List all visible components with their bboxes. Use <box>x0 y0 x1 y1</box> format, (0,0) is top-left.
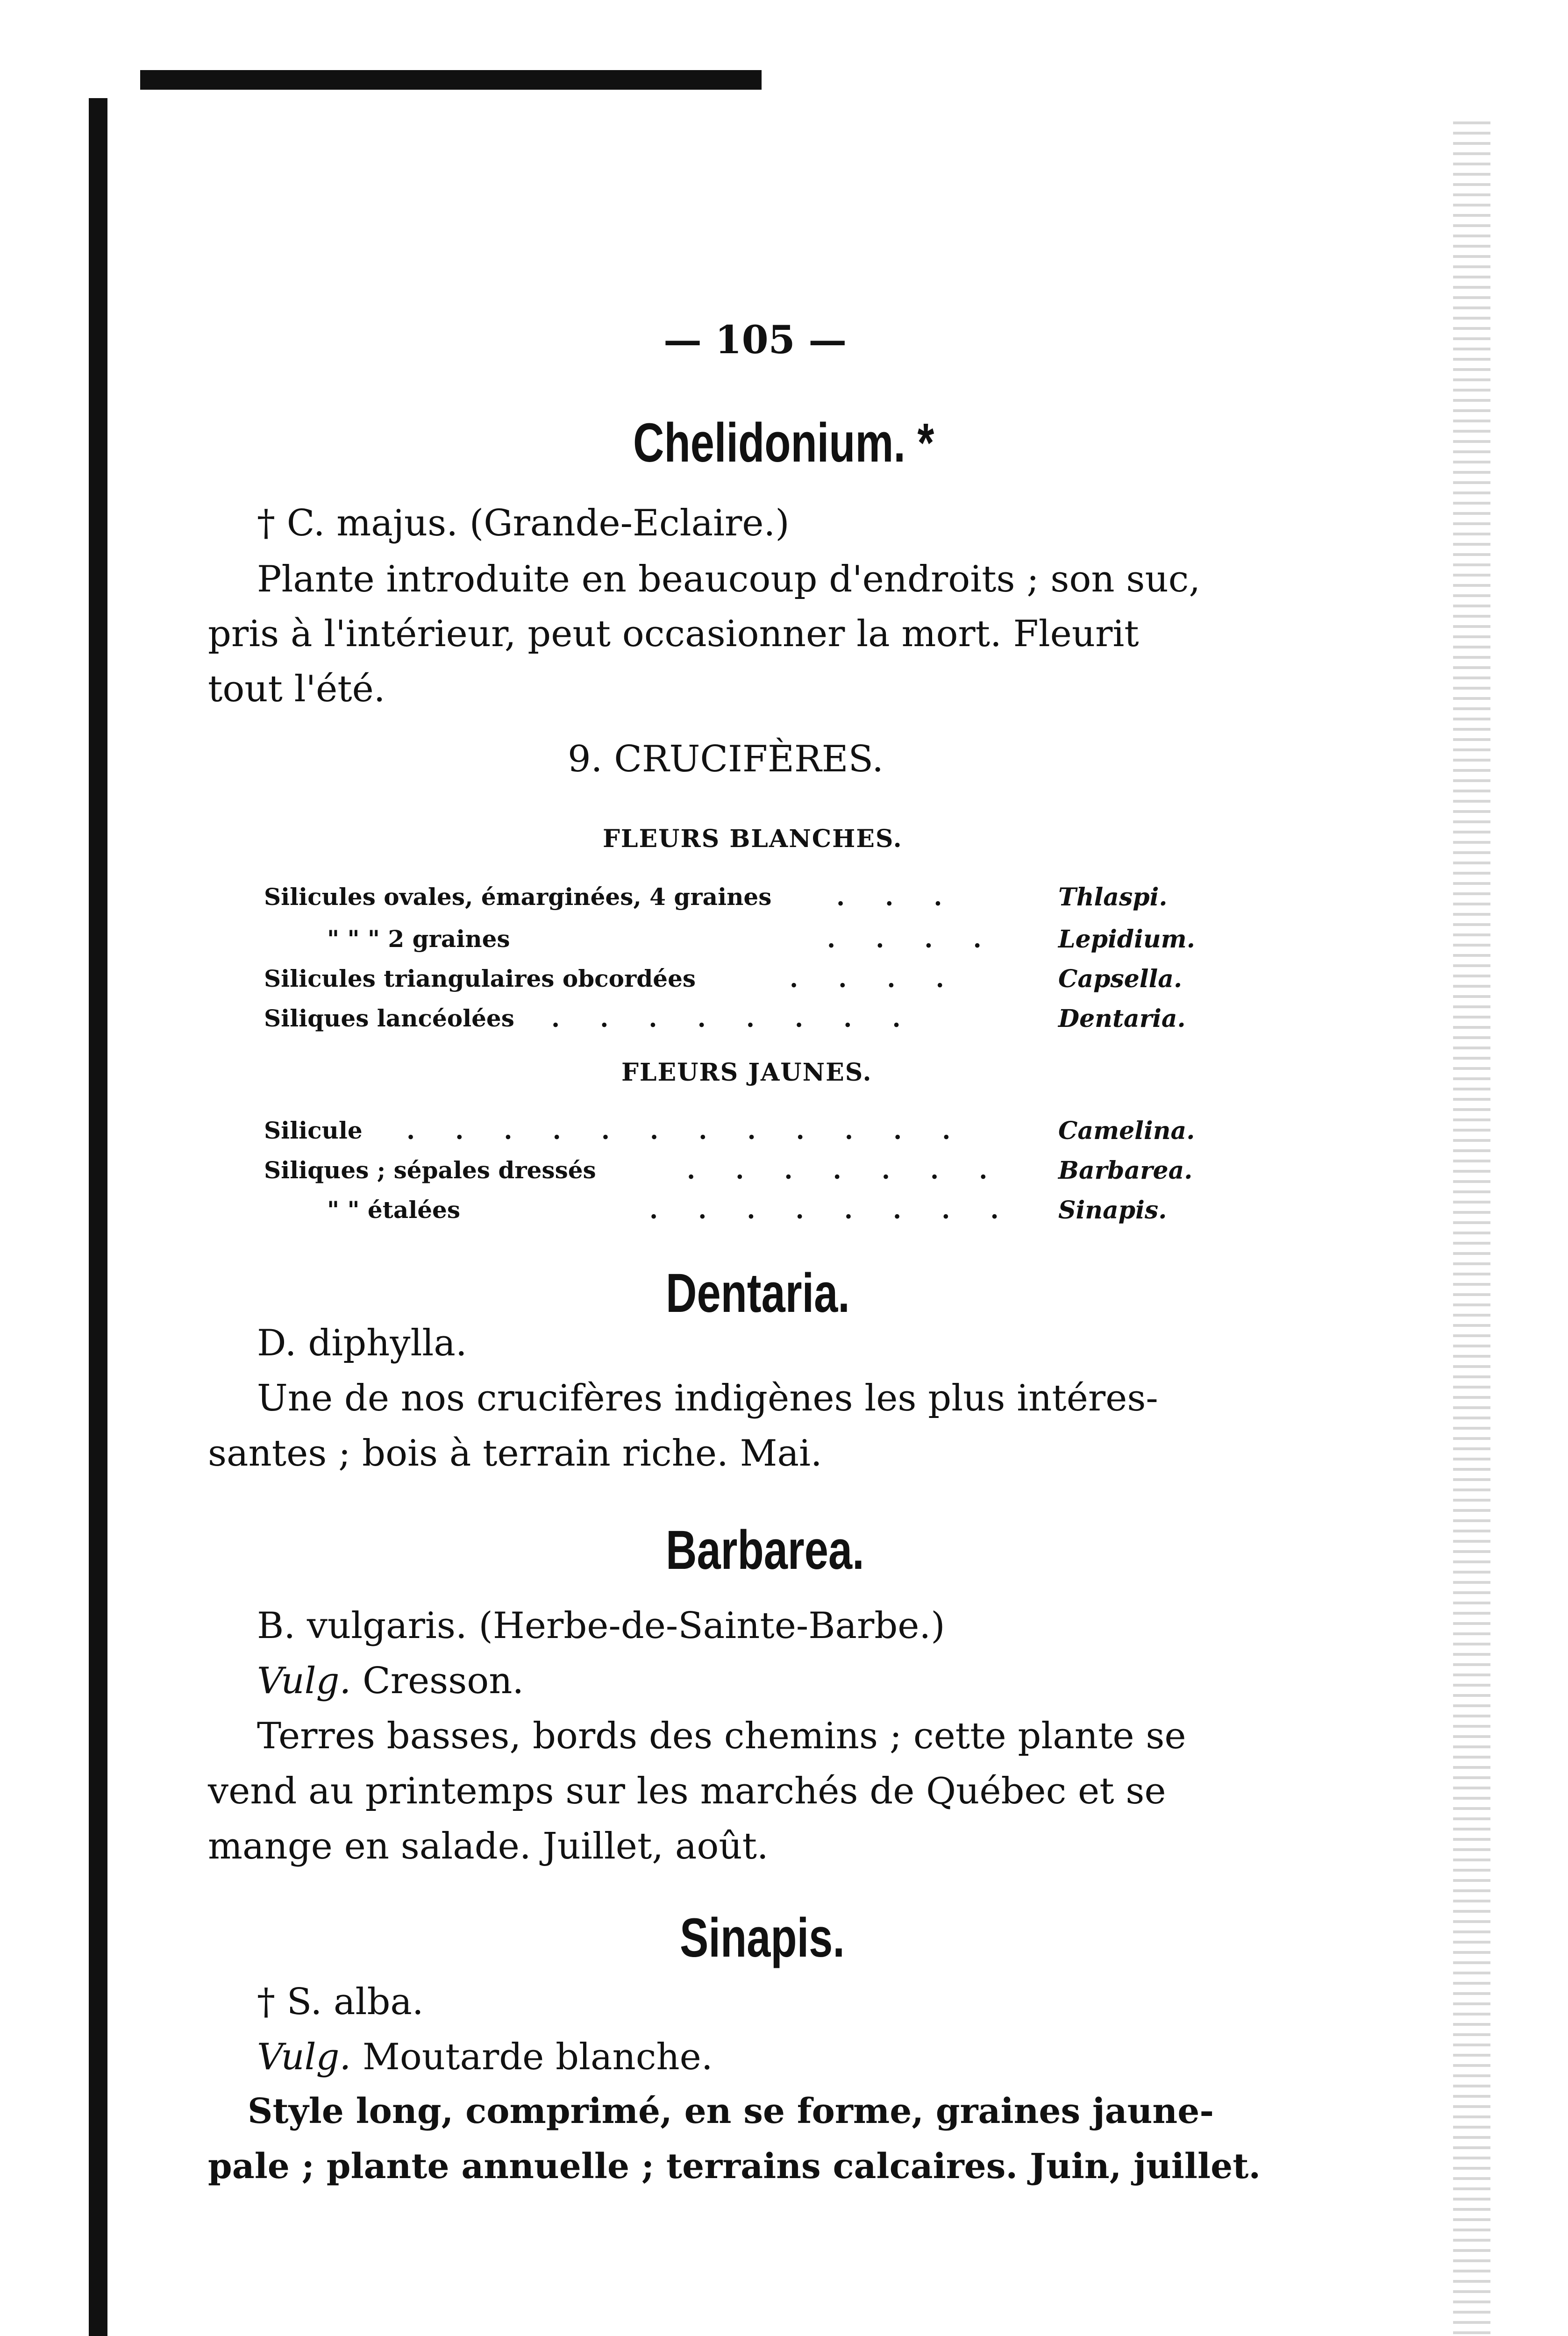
sinapis-line-4: pale ; plante annuelle ; terrains calcaires. Juin, juillet. <box>208 2146 1261 2186</box>
chelidonium-line-1: † C. majus. (Grande-Eclaire.) <box>257 502 790 544</box>
dentaria-line-1: D. diphylla. <box>257 1322 467 1364</box>
sinapis-line-3: Style long, comprimé, en se forme, graines jaune- <box>248 2091 1214 2131</box>
key-genus-lepidium: Lepidium. <box>1058 925 1195 954</box>
key-desc-4: Siliques lancéolées <box>264 1004 514 1032</box>
key-desc-3: Silicules triangulaires obcordées <box>264 965 696 992</box>
barbarea-line-3: Terres basses, bords des chemins ; cette plante se <box>257 1715 1186 1757</box>
dentaria-line-3: santes ; bois à terrain riche. Mai. <box>208 1432 822 1474</box>
barbarea-line-5: mange en salade. Juillet, août. <box>208 1825 769 1867</box>
barbarea-line-4: vend au printemps sur les marchés de Québec et se <box>208 1770 1166 1812</box>
scan-left-binding-edge <box>89 98 107 2336</box>
page-number: — 105 — <box>663 318 847 363</box>
sinapis-vulg-line <box>257 2036 713 2078</box>
sinapis-vulg-name: Moutarde blanche. <box>363 2036 713 2078</box>
scan-top-edge <box>140 70 762 90</box>
key-dots-7: . . . . . . . . <box>649 1196 1015 1225</box>
key-desc-2: " " " 2 graines <box>327 925 510 953</box>
barbarea-vulg-name: Cresson. <box>363 1660 524 1702</box>
key-genus-sinapis: Sinapis. <box>1058 1196 1167 1225</box>
chelidonium-line-2: Plante introduite en beaucoup d'endroits ; son suc, <box>257 558 1201 600</box>
yellow-flowers-heading: FLEURS JAUNES. <box>621 1058 872 1087</box>
key-dots-1: . . . <box>836 883 958 912</box>
barbarea-line-1: B. vulgaris. (Herbe-de-Sainte-Barbe.) <box>257 1605 945 1647</box>
key-genus-capsella: Capsella. <box>1058 965 1183 993</box>
chelidonium-line-3: pris à l'intérieur, peut occasionner la mort. Fleurit <box>208 613 1139 655</box>
scan-right-noise <box>1453 121 1490 2336</box>
key-dots-6: . . . . . . . <box>687 1156 1004 1185</box>
sinapis-line-1: † S. alba. <box>257 1981 424 2023</box>
sinapis-heading: Sinapis. <box>680 1907 845 1969</box>
barbarea-heading: Barbarea. <box>666 1519 864 1581</box>
key-desc-7: " " étalées <box>327 1196 460 1224</box>
barbarea-vulg-label: Vulg. <box>257 1660 351 1702</box>
key-dots-4: . . . . . . . . <box>551 1004 917 1033</box>
key-dots-3: . . . . <box>790 965 960 993</box>
dentaria-line-2: Une de nos crucifères indigènes les plus intéres- <box>257 1377 1158 1419</box>
key-desc-5: Silicule <box>264 1117 363 1144</box>
barbarea-vulg-line <box>257 1660 524 1702</box>
chelidonium-line-4: tout l'été. <box>208 668 385 710</box>
white-flowers-heading: FLEURS BLANCHES. <box>603 825 903 853</box>
chelidonium-heading: Chelidonium. * <box>633 412 934 474</box>
key-desc-1: Silicules ovales, émarginées, 4 graines <box>264 883 772 911</box>
key-genus-thlaspi: Thlaspi. <box>1058 883 1168 912</box>
key-genus-barbarea: Barbarea. <box>1058 1156 1193 1185</box>
key-dots-5: . . . . . . . . . . . . <box>406 1117 967 1145</box>
family-heading: 9. CRUCIFÈRES. <box>568 738 884 780</box>
key-genus-camelina: Camelina. <box>1058 1117 1195 1145</box>
dentaria-heading: Dentaria. <box>666 1262 850 1324</box>
sinapis-vulg-label: Vulg. <box>257 2036 351 2078</box>
key-desc-6: Siliques ; sépales dressés <box>264 1156 596 1184</box>
key-dots-2: . . . . <box>827 925 998 954</box>
key-genus-dentaria: Dentaria. <box>1058 1004 1186 1033</box>
